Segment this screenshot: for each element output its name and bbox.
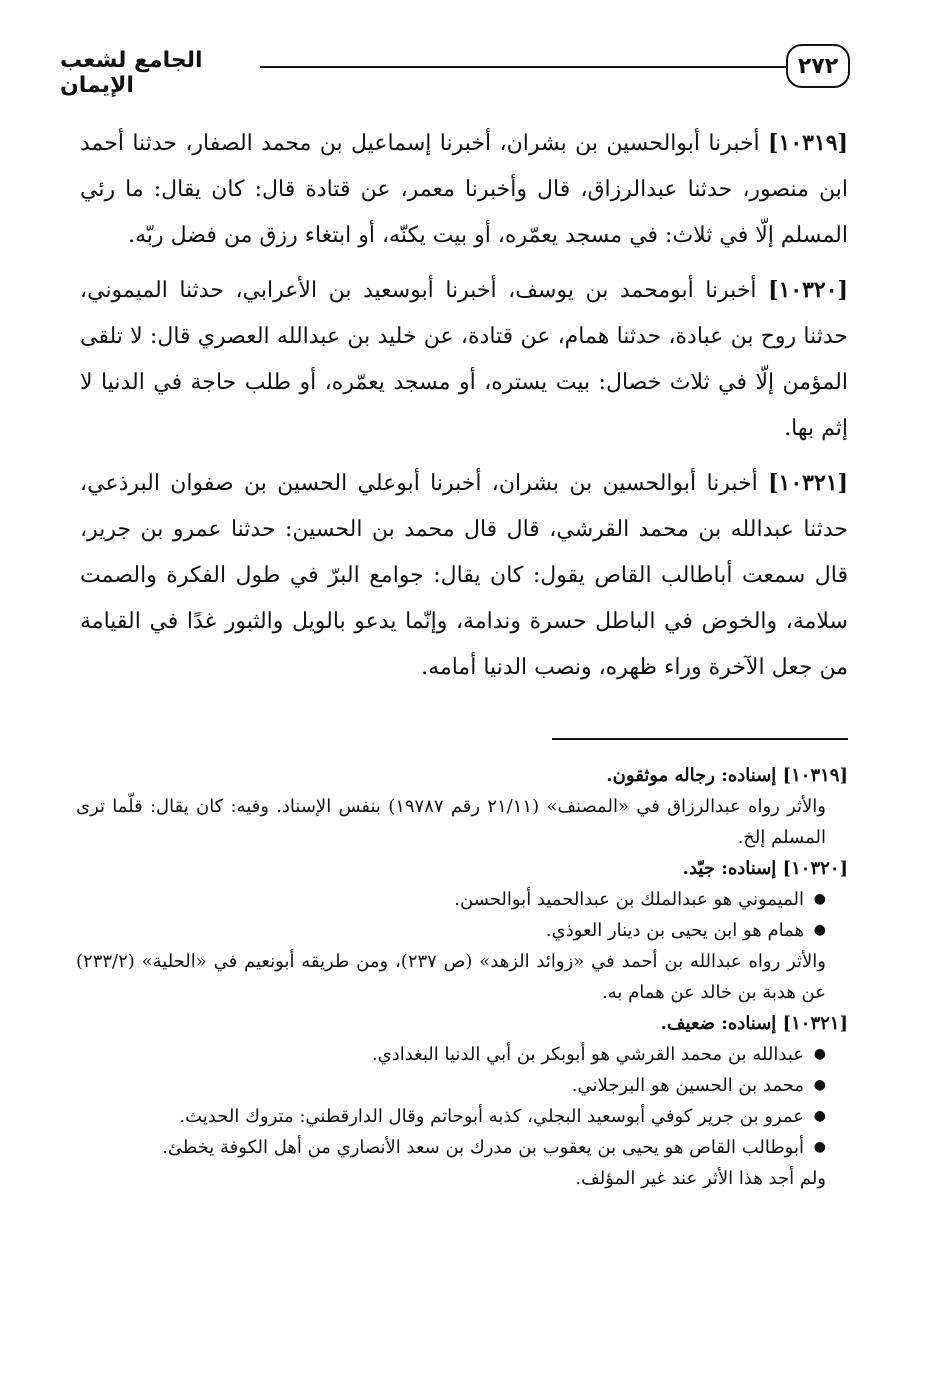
paragraph-text: أخبرنا أبوالحسين بن بشران، أخبرنا أبوعلي الحسين بن صفوان البرذعي، حدثنا عبدالله بن محمد القرشي، قال قال محمد بن الحسين: حدثنا عمرو بن جرير، قال سمعت أباطالب القاص يقول: كان يقال: جوامع البرّ في طول الفكرة والصمت سلامة، والخوض في الباطل حسرة وندامة، وإنّما يدعو بالويل والثبور غدًا في القيامة من جعل الآخرة وراء ظهره، ونصب الدنيا أمامه. [80, 471, 848, 680]
footnote-text: والأثر رواه عبدالرزاق في «المصنف» (٢١/١١ رقم ١٩٧٨٧) بنفس الإسناد. وفيه: كان يقال: قلّما ترى المسلم إلخ. [76, 796, 826, 848]
list-item: ● أبوطالب القاص هو يحيى بن يعقوب بن مدرك بن سعد الأنصاري من أهل الكوفة يخطئ. [76, 1132, 826, 1163]
footnote-verdict: إسناده: جيّد. [682, 858, 777, 879]
footnote-ref: [١٠٣٢١] [782, 1013, 848, 1034]
header-rule [260, 66, 786, 68]
footnote-heading [76, 760, 848, 791]
footnote-separator [552, 738, 848, 740]
footnote-bullets [76, 1039, 848, 1163]
hadith-number: [١٠٣٢٠] [768, 277, 848, 303]
paragraph-text: أخبرنا أبومحمد بن يوسف، أخبرنا أبوسعيد بن الأعرابي، حدثنا الميموني، حدثنا روح بن عبادة، حدثنا همام، عن قتادة، عن خليد بن عبدالله العصري قال: لا تلقى المؤمن إلّا في ثلاث خصال: بيت يستره، أو مسجد يعمّره، أو طلب حاجة في الدنيا لا إثم بها. [80, 278, 848, 441]
paragraph [80, 267, 848, 452]
list-item: ● همام هو ابن يحيى بن دينار العوذي. [76, 915, 826, 946]
footnote-ref: [١٠٣١٩] [782, 765, 848, 786]
page-number: ٢٧٢ [786, 44, 850, 88]
footnote-bullets [76, 884, 848, 946]
footnote-verdict: إسناده: رجاله موثقون. [606, 765, 777, 786]
list-item: ● الميموني هو عبدالملك بن عبدالحميد أبوالحسن. [76, 884, 826, 915]
list-item: ● محمد بن الحسين هو البرجلاني. [76, 1070, 826, 1101]
list-item: ● عبدالله بن محمد القرشي هو أبوبكر بن أبي الدنيا البغدادي. [76, 1039, 826, 1070]
main-text [80, 120, 848, 699]
footnotes [76, 760, 848, 1194]
book-title: الجامع لشعب الإيمان [60, 48, 203, 98]
footnote-verdict: إسناده: ضعيف. [660, 1013, 777, 1034]
hadith-number: [١٠٣٢١] [768, 470, 849, 496]
paragraph [80, 120, 848, 259]
paragraph [80, 460, 848, 691]
paragraph-text: أخبرنا أبوالحسين بن بشران، أخبرنا إسماعيل بن محمد الصفار، حدثنا أحمد ابن منصور، حدثنا عبدالرزاق، قال وأخبرنا معمر، عن قتادة قال: كان يقال: ما رئي المسلم إلّا في ثلاث: في مسجد يعمّره، أو بيت يكنّه، أو ابتغاء رزق من فضل ربّه. [80, 131, 848, 248]
list-item: ● عمرو بن جرير كوفي أبوسعيد البجلي، كذبه أبوحاتم وقال الدارقطني: متروك الحديث. [76, 1101, 826, 1132]
page-header [60, 42, 850, 102]
footnote-heading [76, 1008, 848, 1039]
hadith-number: [١٠٣١٩] [768, 130, 848, 156]
footnote-ref: [١٠٣٢٠] [782, 858, 848, 879]
footnote-heading [76, 853, 848, 884]
footnote-text: والأثر رواه عبدالله بن أحمد في «زوائد الزهد» (ص ٢٣٧)، ومن طريقه أبونعيم في «الحلية» (٢٣٣/٢) عن هدبة بن خالد عن همام به. [76, 951, 826, 1003]
footnote-text: ولم أجد هذا الأثر عند غير المؤلف. [575, 1168, 826, 1189]
